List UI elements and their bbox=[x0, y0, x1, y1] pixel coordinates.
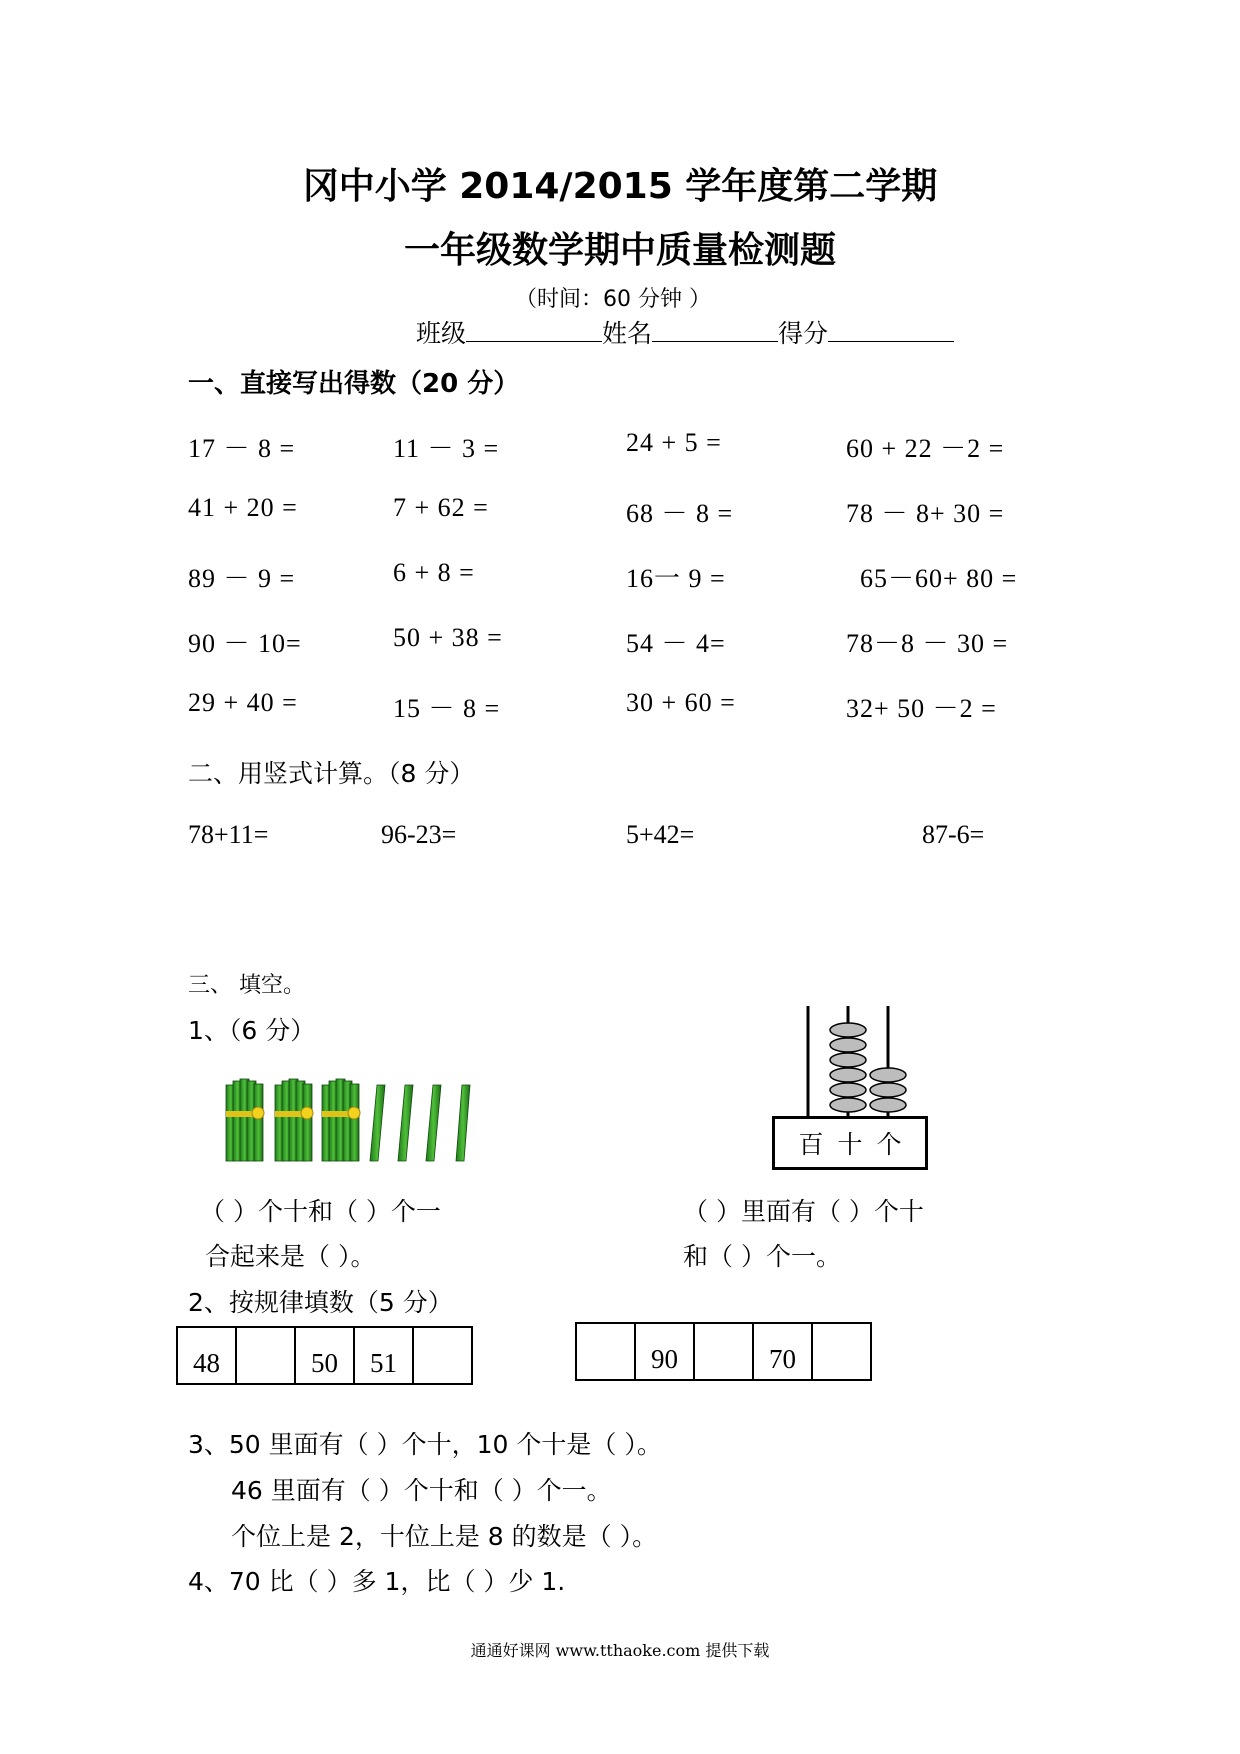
q4-line1: 4、70 比（ ）多 1，比（ ）少 1. bbox=[188, 1567, 566, 1596]
single-stick bbox=[456, 1085, 470, 1161]
math-problem: 89 － 9 = bbox=[188, 564, 296, 593]
math-problem: 16一 9 = bbox=[626, 564, 726, 593]
sequence-blank-cell[interactable] bbox=[576, 1323, 635, 1380]
math-problem: 29 + 40 = bbox=[188, 688, 298, 717]
abacus-rods bbox=[772, 1006, 928, 1120]
bead bbox=[830, 1068, 866, 1082]
math-problem: 30 + 60 = bbox=[626, 688, 736, 717]
vertical-calc-item: 96-23= bbox=[381, 820, 457, 849]
sequence-cell: 48 bbox=[177, 1327, 236, 1384]
bead bbox=[830, 1038, 866, 1052]
math-problem: 68 － 8 = bbox=[626, 499, 734, 528]
single-stick bbox=[398, 1085, 413, 1161]
q3-line3: 个位上是 2，十位上是 8 的数是（ ）。 bbox=[231, 1522, 658, 1551]
sequence-blank-cell[interactable] bbox=[812, 1323, 871, 1380]
bead bbox=[830, 1053, 866, 1067]
class-label: 班级 bbox=[416, 319, 467, 348]
abacus-label-ones: 个 bbox=[876, 1130, 902, 1159]
single-sticks bbox=[370, 1085, 470, 1161]
sequence-table-a bbox=[176, 1326, 473, 1385]
math-problem: 17 － 8 = bbox=[188, 434, 296, 463]
bundle-of-ten bbox=[322, 1079, 360, 1161]
q3-line1: 3、50 里面有（ ）个十，10 个十是（ ）。 bbox=[188, 1430, 662, 1459]
sequence-cell: 70 bbox=[753, 1323, 812, 1380]
math-problem: 32+ 50 －2 = bbox=[846, 694, 997, 723]
score-blank[interactable] bbox=[828, 319, 954, 342]
math-problem: 11 － 3 = bbox=[393, 434, 500, 463]
math-problem: 54 － 4= bbox=[626, 629, 726, 658]
abacus-illustration bbox=[772, 1006, 928, 1170]
class-blank[interactable] bbox=[466, 319, 602, 342]
q2-label: 2、按规律填数（5 分） bbox=[188, 1288, 453, 1317]
sequence-cell: 51 bbox=[354, 1327, 413, 1384]
sequence-blank-cell[interactable] bbox=[236, 1327, 295, 1384]
q1-left-line2: 合起来是（ ）。 bbox=[205, 1242, 376, 1271]
sequence-blank-cell[interactable] bbox=[413, 1327, 472, 1384]
bead bbox=[830, 1083, 866, 1097]
math-problem: 78－8 － 30 = bbox=[846, 629, 1009, 658]
vertical-calc-item: 78+11= bbox=[188, 820, 269, 849]
single-stick bbox=[370, 1085, 385, 1161]
bead bbox=[870, 1068, 906, 1082]
bead bbox=[870, 1083, 906, 1097]
q1-right-line2: 和（ ）个一。 bbox=[683, 1242, 841, 1271]
page-title-line2: 一年级数学期中质量检测题 bbox=[403, 230, 836, 271]
sequence-cell: 50 bbox=[295, 1327, 354, 1384]
math-problem: 6 + 8 = bbox=[393, 558, 475, 587]
math-problem: 60 + 22 －2 = bbox=[846, 434, 1005, 463]
sequence-cell: 90 bbox=[635, 1323, 694, 1380]
abacus-label-tens: 十 bbox=[837, 1130, 863, 1159]
student-info-row bbox=[416, 314, 954, 350]
single-stick bbox=[426, 1085, 441, 1161]
section1-heading: 一、直接写出得数（20 分） bbox=[188, 369, 520, 399]
vertical-calc-item: 5+42= bbox=[626, 820, 695, 849]
score-label: 得分 bbox=[778, 319, 829, 348]
math-problem: 78 － 8+ 30 = bbox=[846, 499, 1005, 528]
math-problem: 65－60+ 80 = bbox=[860, 564, 1018, 593]
bamboo-bundles-illustration bbox=[220, 1075, 500, 1167]
q1-left-line1: （ ）个十和（ ）个一 bbox=[200, 1197, 441, 1226]
math-problem: 50 + 38 = bbox=[393, 623, 503, 652]
math-problem: 15 － 8 = bbox=[393, 694, 501, 723]
math-problem: 41 + 20 = bbox=[188, 493, 298, 522]
bead bbox=[830, 1098, 866, 1112]
abacus-label-hundreds: 百 bbox=[798, 1130, 824, 1159]
bead bbox=[870, 1098, 906, 1112]
q1-right-line1: （ ）里面有（ ）个十 bbox=[683, 1197, 924, 1226]
vertical-calc-item: 87-6= bbox=[922, 820, 985, 849]
sequence-table-b bbox=[575, 1322, 872, 1381]
math-problem: 90 － 10= bbox=[188, 629, 302, 658]
math-problem: 7 + 62 = bbox=[393, 493, 489, 522]
footer-credit: 通通好课网 www.tthaoke.com 提供下载 bbox=[470, 1641, 770, 1660]
name-blank[interactable] bbox=[652, 319, 778, 342]
bundle-of-ten bbox=[226, 1079, 264, 1161]
abacus-base bbox=[772, 1116, 928, 1170]
bundle-of-ten bbox=[275, 1079, 313, 1161]
q3-line2: 46 里面有（ ）个十和（ ）个一。 bbox=[231, 1476, 612, 1505]
name-label: 姓名 bbox=[602, 319, 653, 348]
time-note: （时间：60 分钟 ） bbox=[515, 287, 711, 312]
q1-label: 1、（6 分） bbox=[188, 1016, 316, 1045]
section3-heading: 三、 填空。 bbox=[188, 973, 305, 998]
bead bbox=[830, 1023, 866, 1037]
section2-heading: 二、用竖式计算。（8 分） bbox=[188, 759, 475, 788]
math-problem: 24 + 5 = bbox=[626, 428, 722, 457]
page-title-line1: 冈中小学 2014/2015 学年度第二学期 bbox=[302, 166, 938, 207]
sequence-blank-cell[interactable] bbox=[694, 1323, 753, 1380]
